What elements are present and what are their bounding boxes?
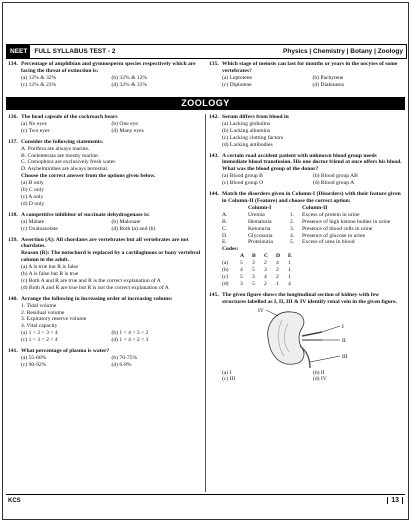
statement: A. Porifera are always marine. (21, 145, 90, 152)
option[interactable]: (c) Diplotene (222, 81, 252, 88)
statement: 1. Tidal volume (21, 302, 57, 309)
option[interactable]: (c) 12% & 23% (21, 81, 57, 88)
question-134: 134. Percentage of amphibian and gymnosperm species respectively which are facing the threat of extinction is: (a) 12% & 32% (b) 32% & 12% (c) 12% & 23% (d) 32% & 31% (8, 61, 202, 93)
option[interactable]: (d) 1 < 4 < 2 < 3 (111, 337, 149, 344)
match-row: A. Uremia 1. Excess of protein in urine (222, 211, 360, 218)
option[interactable]: (c) 1 < 3 < 2 < 4 (21, 337, 58, 344)
right-column (209, 114, 404, 387)
match-row: E. Proteinuria 5. Excess of urea in blood (222, 239, 355, 246)
subjects-label: Physics | Chemistry | Botany | Zoology (283, 48, 403, 55)
question-142: 142. Serum differs from blood in (a) Lacking globulins (b) Lacking albumins (c) Lacking clotting factors (d) Lacking antibodies (209, 114, 404, 149)
match-table (222, 205, 404, 246)
question-text: Percentage of amphibian and gymnosperm species respectively which are facing the threat of extinction is: (21, 61, 196, 74)
test-title: FULL SYLLABUS TEST - 2 (34, 48, 116, 55)
question-137: 137. Consider the following statements. A. Porifera are always marine. B. Coelenterata are mostly marine. C. Ctenophora are exclusively fresh water. D. Aschelminthes are always terrestial. Choose the correct answer from the options given below. (a) B only (b) C only (c) A only (d) D only (8, 139, 202, 208)
statement: C. Ctenophora are exclusively fresh water. (21, 159, 117, 166)
figure-label: IV (258, 307, 264, 314)
option[interactable]: (c) Lacking clotting factors (222, 134, 284, 141)
option[interactable]: (d) Lacking antibodies (222, 141, 273, 148)
option[interactable]: (d) D only (21, 200, 45, 207)
reason-text: Reason (R): The notochord is replaced by a cartilaginous or bony vertebral column in the adult. (21, 250, 201, 264)
statement: 2. Residual volume (21, 309, 65, 316)
question-138: 138. A competitive inhibitor of succinate dehydrogenase is: (a) Malate (b) Malonate (c) Oxaloacetate (d) Both (a) and (b) (8, 212, 202, 233)
codes-table: Codes: A B C D E (a) 5 3 2 4 1 (b) 4 5 3 2 1 (c) 5 3 4 2 1 (d) 3 5 2 1 4 (222, 246, 404, 287)
question-prompt: Choose the correct answer from the options given below. (21, 173, 156, 180)
option[interactable]: (a) No eyes (21, 120, 47, 127)
option[interactable]: (a) Lacking globulins (222, 120, 271, 127)
option[interactable]: (b) II (313, 369, 325, 376)
option[interactable]: (a) Malate (21, 218, 45, 225)
option[interactable]: (a) Leptotene (222, 74, 252, 81)
codes-label: Codes: (222, 246, 239, 253)
option[interactable]: (b) 1 < 4 < 3 < 2 (111, 330, 149, 337)
option[interactable]: (d) 6-8% (111, 361, 132, 368)
question-text: What percentage of plasma is water? (21, 348, 110, 355)
option[interactable]: (c) 90-92% (21, 361, 47, 368)
option[interactable]: (c) Two eyes (21, 127, 50, 134)
option[interactable]: (c) A only (21, 193, 44, 200)
option[interactable]: (d) IV (313, 376, 327, 383)
option[interactable]: (a) 12% & 32% (21, 74, 57, 81)
option[interactable]: (d) Many eyes (111, 127, 144, 134)
option[interactable]: (c) Oxaloacetate (21, 225, 58, 232)
question-text: A certain road accident patient with unknown blood group needs immediate blood transfusion. His one doctor friend at once offers his blood. What was the blood group of the donor? (222, 152, 402, 173)
question-text: Arrange the following in increasing order of increasing volume: (21, 295, 173, 302)
figure-label: II (342, 337, 346, 344)
question-144: 144. Match the disorders given in Column-I (Disorders) with their feature given in Column-II (Feature) and choose the correct option: Column-I Column-II A. Uremia 1. Excess of protein in urine B. Hematuria 2. Presence of high ketone bodies in urine C. Ketonuria 3. Presence of blood cells in urine D. Glycosuria 4. Presence of glucose in urine E. Proteinuria 5. Excess of urea in blood Codes: A B C D E (a) 5 3 2 4 1 (b) 4 5 3 2 1 (c) 5 3 4 2 1 (d) 3 5 2 1 4 (209, 191, 404, 288)
question-text: A competitive inhibitor of succinate dehydrogenase is: (21, 211, 150, 218)
option[interactable]: (b) Malonate (111, 218, 141, 225)
kidney-figure (222, 306, 402, 370)
question-141: 141. What percentage of plasma is water? (a) 55-60% (b) 70-75% (c) 90-92% (d) 6-8% (8, 348, 202, 369)
option[interactable]: (d) Both (a) and (b) (111, 225, 156, 232)
option[interactable]: (c) III (222, 376, 236, 383)
option[interactable]: (b) Pachytene (312, 74, 344, 81)
exam-badge: NEET (7, 45, 30, 58)
question-139: 139. Assertion (A): All chordates are vertebrates but all vertebrates are not chordates. Reason (R): The notochord is replaced by a cartilaginous or bony vertebral column in the adult. (a) A is true but R is false (b) A is false but R is true (c) Both A and R are true and R is the correct explanation of A (d) Both A and R are true but R is not the correct explanation of A (8, 236, 201, 291)
left-column (8, 114, 202, 373)
option[interactable]: (a) 55-60% (21, 355, 47, 361)
option[interactable]: (a) I (222, 369, 232, 376)
question-143: 143. A certain road accident patient with unknown blood group needs immediate blood transfusion. His one doctor friend at once offers his blood. What was the blood group of the donor? (a) Blood group B (b) Blood group AB (c) Blood group O (d) Blood group A (209, 153, 404, 188)
question-text: Which stage of meiosis can last for months or years in the oocytes of some vertebrates? (222, 61, 398, 74)
option[interactable]: (a) B only (21, 180, 44, 187)
question-145: 145. The given figure shows the longitudinal section of kidney with few structures labelled as I, II, III & IV identify renal vein in the given figure. IV I II III (a) I (b) II (c) III (d) IV (209, 292, 404, 384)
option[interactable]: (b) 70-75% (111, 355, 138, 361)
option[interactable]: (b) One eye (111, 120, 138, 127)
test-header (6, 44, 407, 59)
question-136: 136. The head capsule of the cockroach bears (a) No eyes (b) One eye (c) Two eyes (d) Many eyes (8, 114, 202, 135)
question-135: 135. Which stage of meiosis can last for months or years in the oocytes of some vertebrates? (a) Leptotene (b) Pachytene (c) Diplotene (d) Diakinesis (209, 61, 403, 93)
option[interactable]: (c) Blood group O (222, 180, 264, 187)
option[interactable]: (a) 1 < 2 < 3 < 4 (21, 330, 58, 337)
match-row: D. Glycosuria 4. Presence of glucose in urine (222, 232, 366, 239)
option[interactable]: (b) Blood group AB (313, 173, 358, 180)
option[interactable]: (b) 32% & 12% (111, 74, 148, 81)
option[interactable]: (d) 3 5 2 1 4 (222, 280, 291, 287)
option[interactable]: (a) 5 3 2 4 1 (222, 260, 291, 267)
statement: 4. Vital capacity (21, 323, 58, 330)
page-number: 13 (387, 497, 403, 504)
option[interactable]: (d) Both A and R are true but R is not the correct explanation of A (21, 284, 169, 291)
match-row: B. Hematuria 2. Presence of high ketone bodies in urine (222, 218, 391, 225)
statement: B. Coelenterata are mostly marine. (21, 152, 99, 159)
page-footer (6, 494, 405, 509)
question-text: The head capsule of the cockroach bears (21, 114, 118, 120)
option[interactable]: (a) Blood group B (222, 173, 263, 180)
match-row: C. Ketonuria 3. Presence of blood cells in urine (222, 225, 373, 232)
option[interactable]: (b) C only (21, 187, 44, 194)
question-140: 140. Arrange the following in increasing order of increasing volume: 1. Tidal volume 2. Residual volume 3. Expiratory reserve volume 4. Vital capacity (a) 1 < 2 < 3 < 4 (b) 1 < 4 < 3 < 2 (c) 1 < 3 < 2 < 4 (d) 1 < 4 < 2 < 3 (8, 296, 202, 344)
statement: 3. Expiratory reserve volume (21, 316, 87, 323)
column-header: Column-I (248, 204, 272, 211)
question-text: Match the disorders given in Column-I (Disorders) with their feature given in Column-II (Feature) and choose the correct option: (222, 191, 401, 204)
option[interactable]: (b) Lacking albumins (222, 127, 271, 134)
column-divider (205, 114, 206, 492)
option[interactable]: (b) A is false but R is true (21, 271, 79, 278)
question-text: Serum differs from blood in (222, 114, 289, 120)
publisher-logo: KCS (8, 498, 21, 504)
option[interactable]: (c) Both A and R are true and R is the correct explanation of A (21, 277, 161, 284)
figure-label: III (342, 353, 348, 360)
question-text: Assertion (A): All chordates are vertebrates but all vertebrates are not chordates. (21, 236, 189, 250)
column-header: Column-II (302, 204, 328, 211)
option[interactable]: (b) 4 5 3 2 1 (222, 267, 291, 274)
question-text: Consider the following statements. (21, 138, 104, 145)
section-title: ZOOLOGY (6, 97, 405, 110)
question-text: The given figure shows the longitudinal section of kidney with few structures labelled as I, II, III & IV identify renal vein in the given figure. (222, 291, 398, 305)
option[interactable]: (d) Diakinesis (312, 81, 345, 88)
option[interactable]: (d) Blood group A (313, 180, 355, 187)
option[interactable]: (c) 5 3 4 2 1 (222, 273, 291, 280)
option[interactable]: (a) A is true but R is false (21, 264, 79, 271)
option[interactable]: (d) 32% & 31% (111, 81, 148, 88)
statement: D. Aschelminthes are always terrestial. (21, 166, 109, 173)
figure-label: I (342, 323, 344, 330)
